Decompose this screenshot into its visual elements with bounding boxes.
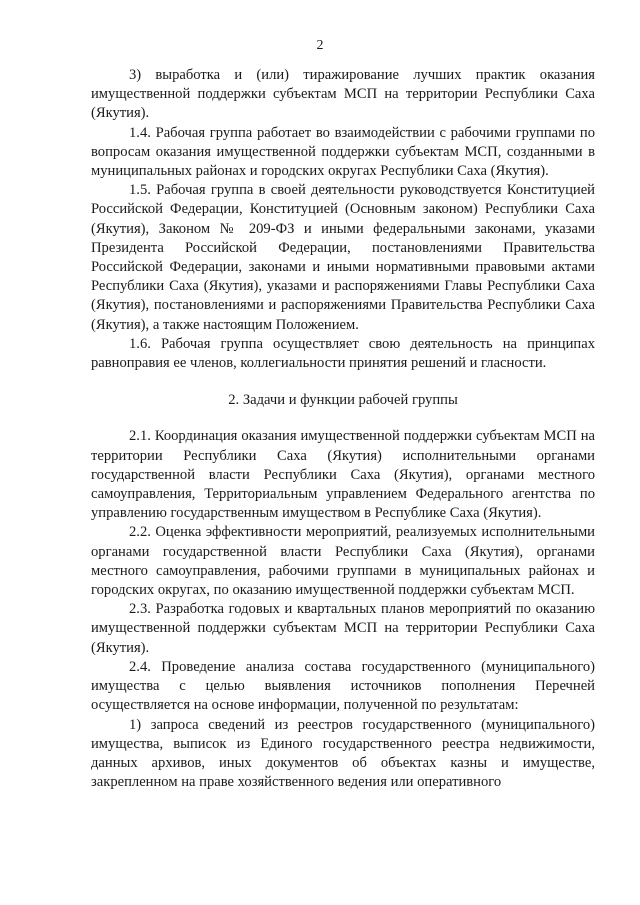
paragraph-1-6: 1.6. Рабочая группа осуществляет свою деятельность на принципах равноправия ее членов, коллегиальности принятия решений и гласности. xyxy=(91,335,595,372)
document-body xyxy=(91,66,595,792)
paragraph-1-item: 1) запроса сведений из реестров государственного (муниципального) имущества, выписок из Единого государственного реестра недвижимости, данных архивов, иных документов об объектах казны и имуществе, закрепленном на праве хозяйственного ведения или оперативного xyxy=(91,716,595,791)
paragraph-2-2: 2.2. Оценка эффективности мероприятий, реализуемых исполнительными органами государственной власти Республики Саха (Якутия), органами местного самоуправления, рабочими группами в муниципальных районах и городских округах, по оказанию имущественной поддержки субъектам МСП. xyxy=(91,524,595,599)
paragraph-1-4: 1.4. Рабочая группа работает во взаимодействии с рабочими группами по вопросам оказания имущественной поддержки субъектам МСП, созданными в муниципальных районах и городских округах Республики Саха (Якутия). xyxy=(91,124,595,180)
paragraph-1-5: 1.5. Рабочая группа в своей деятельности руководствуется Конституцией Российской Федерации, Конституцией (Основным законом) Республики Саха (Якутия), Законом № 209-ФЗ и иными федеральными законами, указами Президента Российской Федерации, постановлениями Правительства Российской Федерации, законами и иными нормативными правовыми актами Республики Саха (Якутия), указами и распоряжениями Главы Республики Саха (Якутия), постановлениями и распоряжениями Правительства Республики Саха (Якутия), а также настоящим Положением. xyxy=(91,182,595,333)
page-number: 2 xyxy=(316,38,324,53)
paragraph-2-1: 2.1. Координация оказания имущественной поддержки субъектам МСП на территории Республики Саха (Якутия) исполнительными органами государственной власти Республики Саха (Якутия), органами местного самоуправления, Территориальным управлением Федерального агентства по управлению государственным имуществом в Республике Саха (Якутия). xyxy=(91,428,595,522)
paragraph-3-item: 3) выработка и (или) тиражирование лучших практик оказания имущественной поддержки субъектам МСП на территории Республики Саха (Якутия). xyxy=(91,67,595,122)
paragraph-2-4: 2.4. Проведение анализа состава государственного (муниципального) имущества с целью выявления источников пополнения Перечней осуществляется на основе информации, полученной по результатам: xyxy=(91,658,595,714)
paragraph-2-3: 2.3. Разработка годовых и квартальных планов мероприятий по оказанию имущественной поддержки субъектам МСП на территории Республики Саха (Якутия). xyxy=(91,601,595,656)
section-heading: 2. Задачи и функции рабочей группы xyxy=(228,392,458,409)
